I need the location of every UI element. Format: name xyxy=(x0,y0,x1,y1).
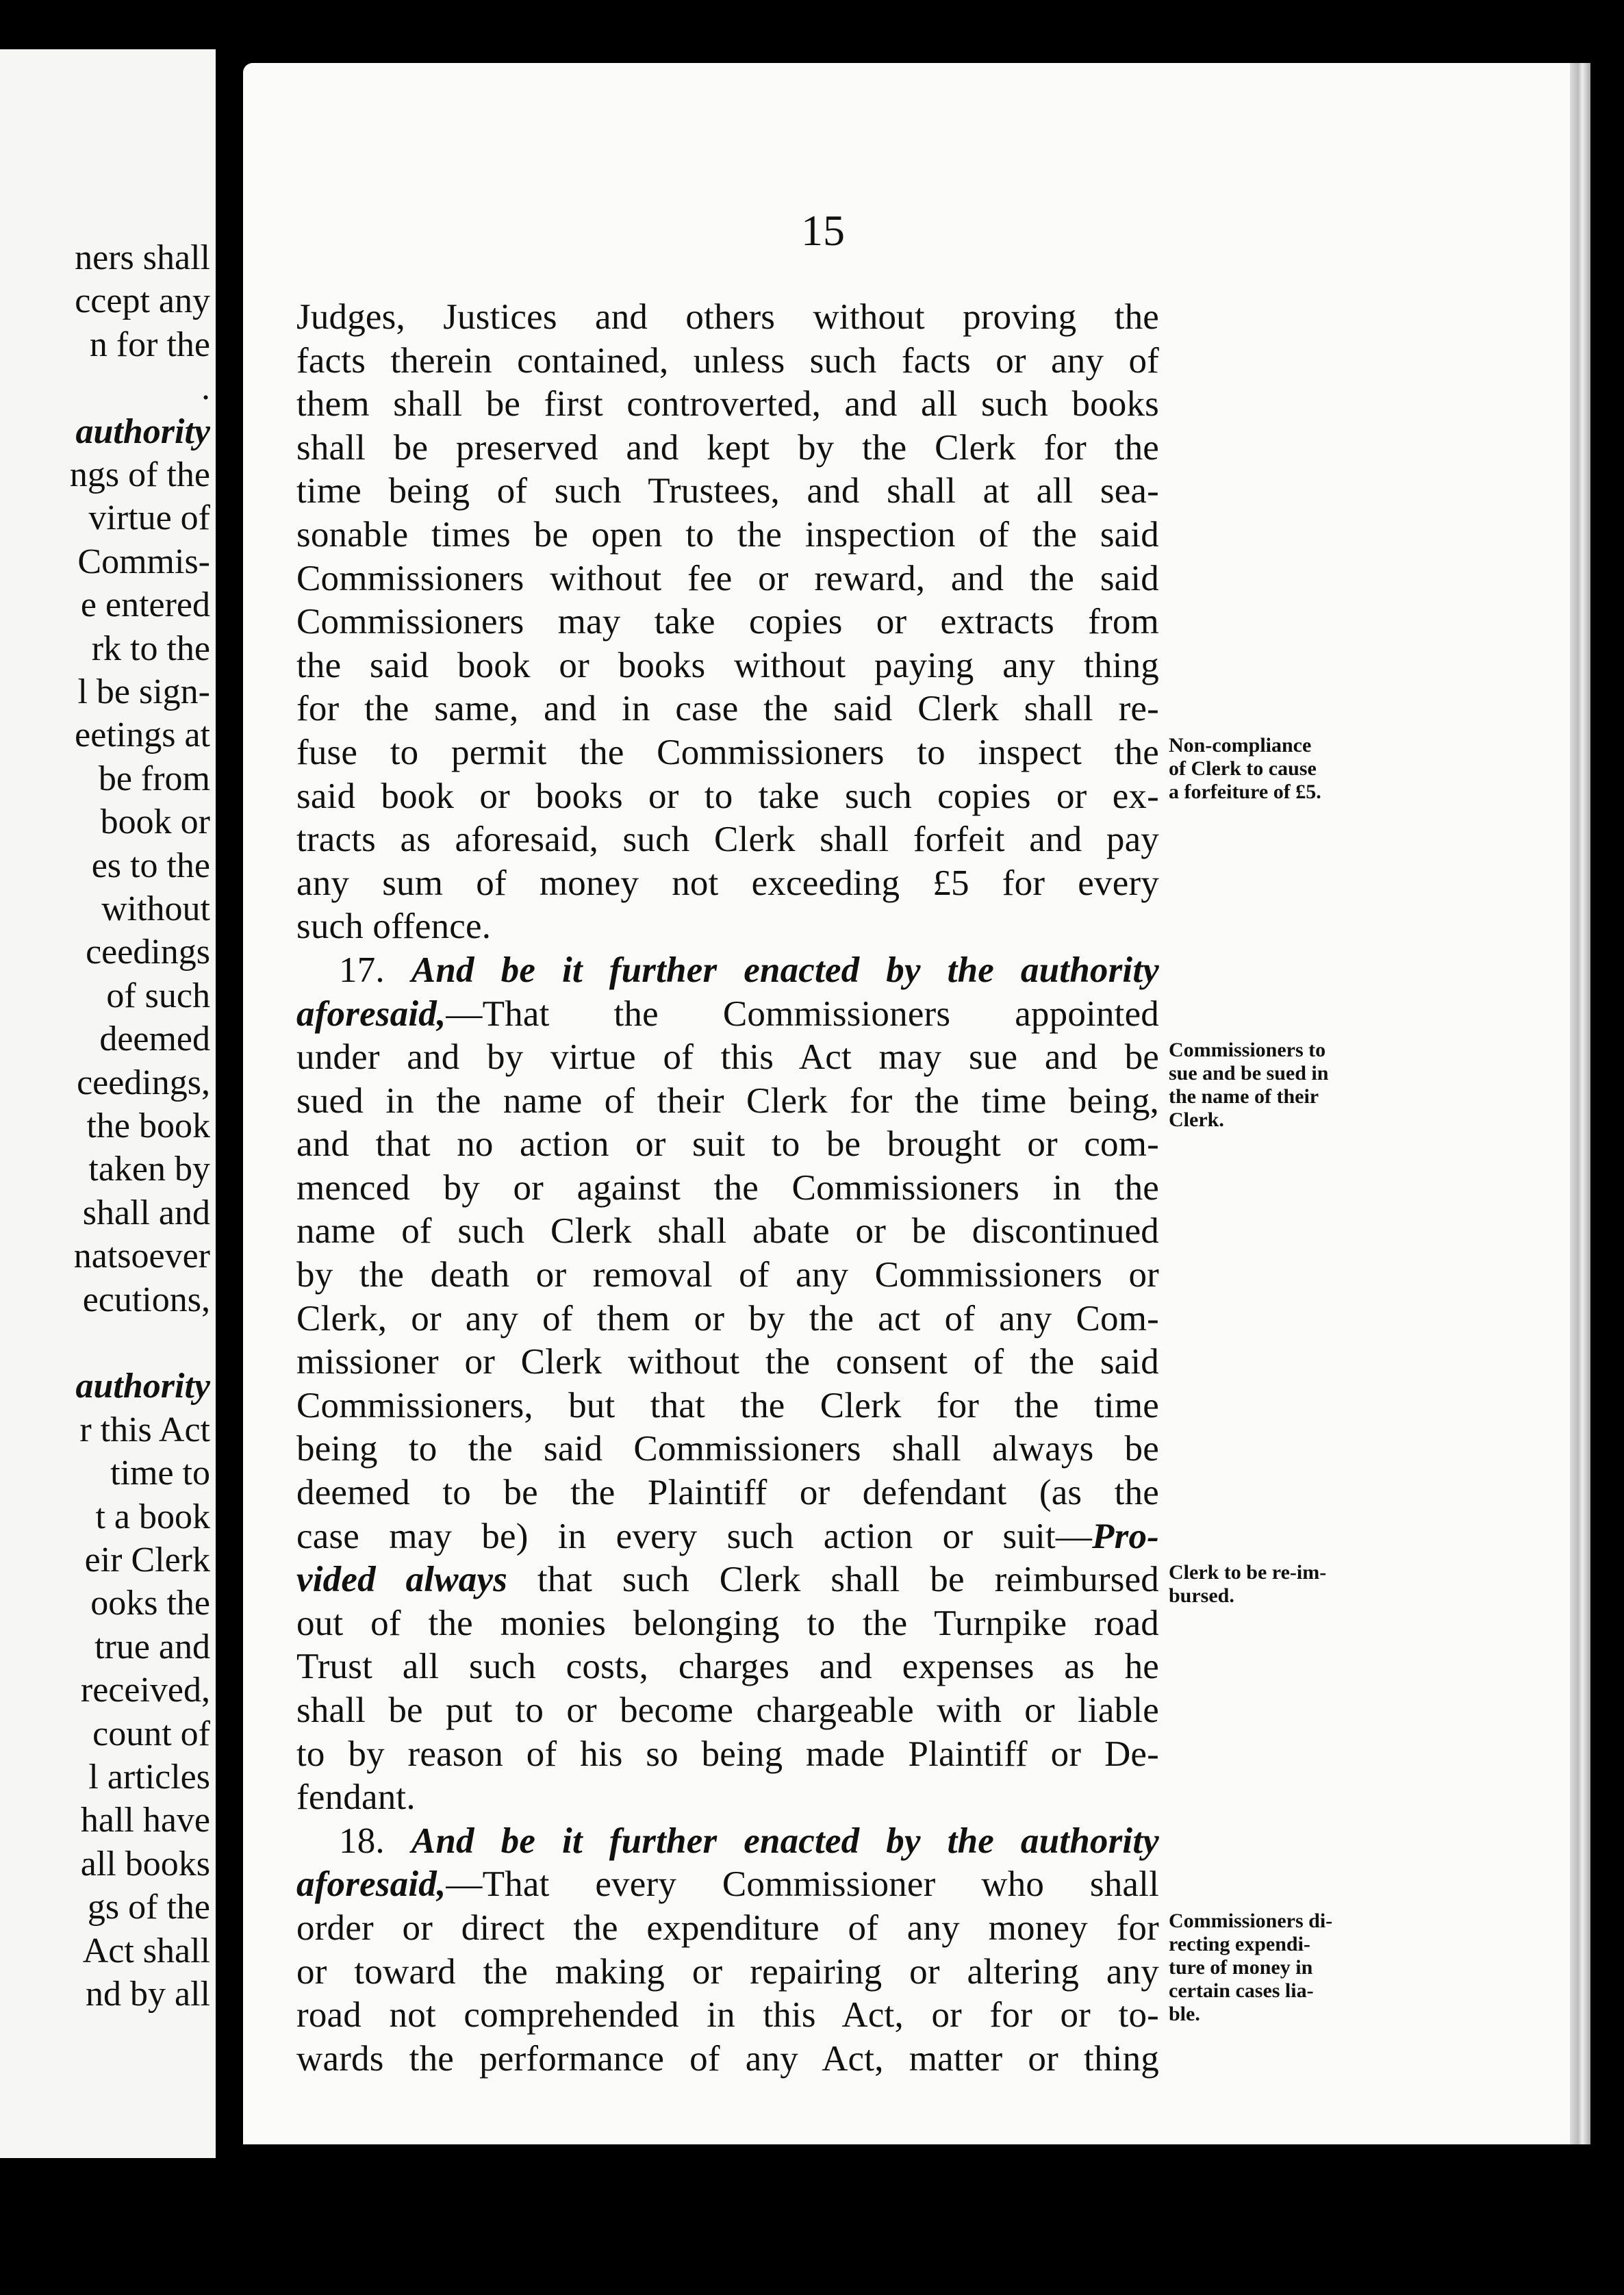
text-run: shall be preserved and kept by the Clerk for the xyxy=(296,427,1159,468)
body-text xyxy=(296,296,1159,2081)
body-line xyxy=(296,1515,1159,1559)
left-page-fragment: nd by all xyxy=(86,1975,210,2014)
body-line xyxy=(296,1167,1159,1210)
text-run: sonable times be open to the inspection of the said xyxy=(296,514,1159,555)
margin-note-line: Clerk. xyxy=(1169,1108,1224,1132)
text-run: missioner or Clerk without the consent of the said xyxy=(296,1342,1159,1382)
margin-note-line: Clerk to be re-im- xyxy=(1169,1561,1327,1584)
body-line xyxy=(296,1733,1159,1777)
text-run: facts therein contained, unless such facts or any of xyxy=(296,340,1159,381)
left-page-fragment: hall have xyxy=(80,1801,210,1840)
text-run: Judges, Justices and others without proving the xyxy=(296,297,1159,337)
text-run: 18. xyxy=(339,1821,411,1861)
body-line xyxy=(296,1689,1159,1733)
left-page-fragment: Commis- xyxy=(77,542,210,581)
body-line xyxy=(296,775,1159,819)
text-run: tracts as aforesaid, such Clerk shall forfeit and pay xyxy=(296,820,1159,860)
text-run: them shall be first controverted, and all such books xyxy=(296,384,1159,424)
body-line xyxy=(296,1254,1159,1297)
text-run: wards the performance of any Act, matter or thing xyxy=(296,2038,1159,2079)
body-line xyxy=(296,470,1159,513)
left-page-fragment: l articles xyxy=(88,1758,210,1797)
text-run: or toward the making or repairing or altering any xyxy=(296,1951,1159,1992)
body-line xyxy=(296,1297,1159,1341)
left-page-fragment: gs of the xyxy=(87,1888,210,1927)
body-line xyxy=(296,340,1159,383)
body-line xyxy=(296,1863,1159,1907)
left-page xyxy=(0,49,216,2158)
page-number: 15 xyxy=(801,206,845,255)
body-line xyxy=(296,1210,1159,1254)
left-page-fragment: ecutions, xyxy=(82,1280,210,1319)
text-run: deemed to be the Plaintiff or defendant (as the xyxy=(296,1473,1159,1513)
margin-note-line: certain cases lia- xyxy=(1169,1979,1314,2003)
left-page-fragment: received, xyxy=(80,1671,210,1710)
left-page-fragment: t a book xyxy=(95,1497,210,1536)
left-page-fragment: shall and xyxy=(82,1193,210,1232)
left-page-fragment: count of xyxy=(92,1714,210,1753)
text-run: road not comprehended in this Act, or for or to- xyxy=(296,1995,1159,2036)
body-line xyxy=(296,1341,1159,1384)
text-run: that such Clerk shall be reimbursed xyxy=(507,1560,1159,1600)
left-page-fragment: deemed xyxy=(99,1019,210,1059)
body-line xyxy=(296,2038,1159,2081)
italic-text: aforesaid, xyxy=(296,993,446,1034)
left-page-fragment: e entered xyxy=(80,585,210,625)
text-run: sued in the name of their Clerk for the time being, xyxy=(296,1080,1159,1121)
text-run: to by reason of his so being made Plaintiff or De- xyxy=(296,1734,1159,1774)
body-line xyxy=(296,427,1159,470)
left-page-fragment: authority xyxy=(75,1367,210,1406)
margin-note-line: of Clerk to cause xyxy=(1169,757,1317,780)
left-page-fragment: n for the xyxy=(89,325,210,364)
margin-note-line: the name of their xyxy=(1169,1085,1319,1108)
text-run: Commissioners, but that the Clerk for the time xyxy=(296,1385,1159,1425)
text-run: being to the said Commissioners shall always be xyxy=(296,1429,1159,1469)
book-gutter xyxy=(216,0,243,2295)
left-page-fragment: true and xyxy=(94,1627,210,1666)
left-page-fragment: of such xyxy=(106,976,210,1015)
body-line xyxy=(296,818,1159,862)
text-run: such offence. xyxy=(296,906,492,947)
body-line xyxy=(296,1036,1159,1080)
left-page-fragment: natsoever xyxy=(73,1237,210,1276)
text-run: case may be) in every such action or suit— xyxy=(296,1516,1093,1556)
text-run: fuse to permit the Commissioners to inspect the xyxy=(296,732,1159,772)
left-page-fragment: eetings at xyxy=(75,715,210,755)
italic-text: And be it further enacted by the authority xyxy=(411,1821,1159,1861)
left-page-fragment: ngs of the xyxy=(69,455,210,494)
text-run: name of such Clerk shall abate or be discontinued xyxy=(296,1211,1159,1252)
left-page-fragment: ceedings, xyxy=(77,1063,210,1102)
left-page-fragment: es to the xyxy=(91,846,210,885)
text-run: Commissioners without fee or reward, and the said xyxy=(296,558,1159,598)
text-run: any sum of money not exceeding £5 for every xyxy=(296,863,1159,903)
left-page-fragment: rk to the xyxy=(91,629,210,668)
body-line xyxy=(296,1776,1159,1820)
left-page-fragment: the book xyxy=(86,1106,210,1145)
body-line xyxy=(296,383,1159,427)
body-line xyxy=(296,296,1159,340)
text-run: by the death or removal of any Commissioners or xyxy=(296,1255,1159,1295)
margin-note-line: bursed. xyxy=(1169,1584,1234,1608)
body-line xyxy=(296,557,1159,601)
margin-note-non-compliance xyxy=(1169,734,1395,804)
body-line xyxy=(296,1558,1159,1602)
body-line xyxy=(296,1994,1159,2038)
text-run: time being of such Trustees, and shall at all sea- xyxy=(296,471,1159,511)
body-line xyxy=(296,949,1159,993)
text-run: menced by or against the Commissioners in the xyxy=(296,1167,1159,1208)
italic-text: vided always xyxy=(296,1560,508,1600)
page-edge xyxy=(1570,63,1590,2144)
body-line xyxy=(296,1123,1159,1167)
text-run: —That every Commissioner who shall xyxy=(446,1864,1159,1905)
left-page-fragment: l be sign- xyxy=(77,672,210,711)
body-line xyxy=(296,993,1159,1037)
left-page-fragment: Act shall xyxy=(82,1931,210,1970)
italic-text: And be it further enacted by the authority xyxy=(411,950,1159,990)
text-run: Trust all such costs, charges and expenses as he xyxy=(296,1647,1159,1687)
body-line xyxy=(296,1820,1159,1864)
body-line xyxy=(296,1602,1159,1646)
body-line xyxy=(296,1907,1159,1951)
body-line xyxy=(296,644,1159,688)
text-run: under and by virtue of this Act may sue and be xyxy=(296,1037,1159,1078)
text-run: Commissioners may take copies or extracts from xyxy=(296,602,1159,642)
body-line xyxy=(296,600,1159,644)
margin-note-line: recting expendi- xyxy=(1169,1933,1310,1956)
text-run: shall be put to or become chargeable with or liable xyxy=(296,1690,1159,1730)
body-line xyxy=(296,1080,1159,1124)
text-run: and that no action or suit to be brought or com- xyxy=(296,1124,1159,1165)
body-line xyxy=(296,1645,1159,1689)
left-page-fragment: without xyxy=(101,889,210,928)
left-page-fragment: virtue of xyxy=(88,498,210,538)
margin-note-commissioners-liable xyxy=(1169,1910,1395,2026)
left-page-fragment: time to xyxy=(110,1454,210,1493)
text-run: the said book or books without paying any thing xyxy=(296,645,1159,685)
body-line xyxy=(296,862,1159,906)
left-page-fragment: authority xyxy=(75,411,210,451)
text-run: fendant. xyxy=(296,1777,416,1818)
text-run: 17. xyxy=(339,950,411,990)
left-page-fragment: book or xyxy=(100,802,210,842)
margin-note-commissioners-sue xyxy=(1169,1039,1395,1132)
body-line xyxy=(296,687,1159,731)
body-line xyxy=(296,513,1159,557)
left-page-fragment: all books xyxy=(80,1844,210,1884)
margin-note-line: sue and be sued in xyxy=(1169,1062,1329,1085)
body-line xyxy=(296,1384,1159,1428)
margin-note-line: Commissioners di- xyxy=(1169,1910,1333,1933)
margin-note-line: ture of money in xyxy=(1169,1956,1313,1979)
text-run: out of the monies belonging to the Turnpike road xyxy=(296,1603,1159,1643)
text-run: for the same, and in case the said Clerk shall re- xyxy=(296,689,1159,729)
text-run: said book or books or to take such copies or ex- xyxy=(296,776,1159,816)
left-page-fragment: . xyxy=(201,368,210,408)
margin-note-line: ble. xyxy=(1169,2003,1200,2026)
text-run: Clerk, or any of them or by the act of any Com- xyxy=(296,1298,1159,1339)
body-line xyxy=(296,1951,1159,1994)
margin-note-line: Commissioners to xyxy=(1169,1039,1326,1062)
right-page xyxy=(243,63,1590,2144)
body-line xyxy=(296,905,1159,949)
margin-note-line: Non-compliance xyxy=(1169,734,1312,757)
italic-text: aforesaid, xyxy=(296,1864,446,1905)
left-page-fragment: ooks the xyxy=(90,1584,210,1623)
text-run: —That the Commissioners appointed xyxy=(446,993,1159,1034)
left-page-fragment: ners shall xyxy=(75,238,210,277)
italic-text: Pro- xyxy=(1092,1516,1159,1556)
left-page-fragment: ccept any xyxy=(75,281,210,321)
left-page-fragment: taken by xyxy=(88,1150,210,1189)
body-line xyxy=(296,1471,1159,1515)
left-page-fragment: be from xyxy=(98,759,210,798)
left-page-fragment: ceedings xyxy=(86,933,210,972)
margin-note-clerk-reimbursed xyxy=(1169,1561,1395,1608)
left-page-fragment: eir Clerk xyxy=(84,1540,210,1580)
body-line xyxy=(296,731,1159,775)
body-line xyxy=(296,1428,1159,1471)
left-page-fragment: r this Act xyxy=(79,1410,210,1449)
text-run: order or direct the expenditure of any money for xyxy=(296,1907,1159,1948)
margin-note-line: a forfeiture of £5. xyxy=(1169,781,1321,803)
